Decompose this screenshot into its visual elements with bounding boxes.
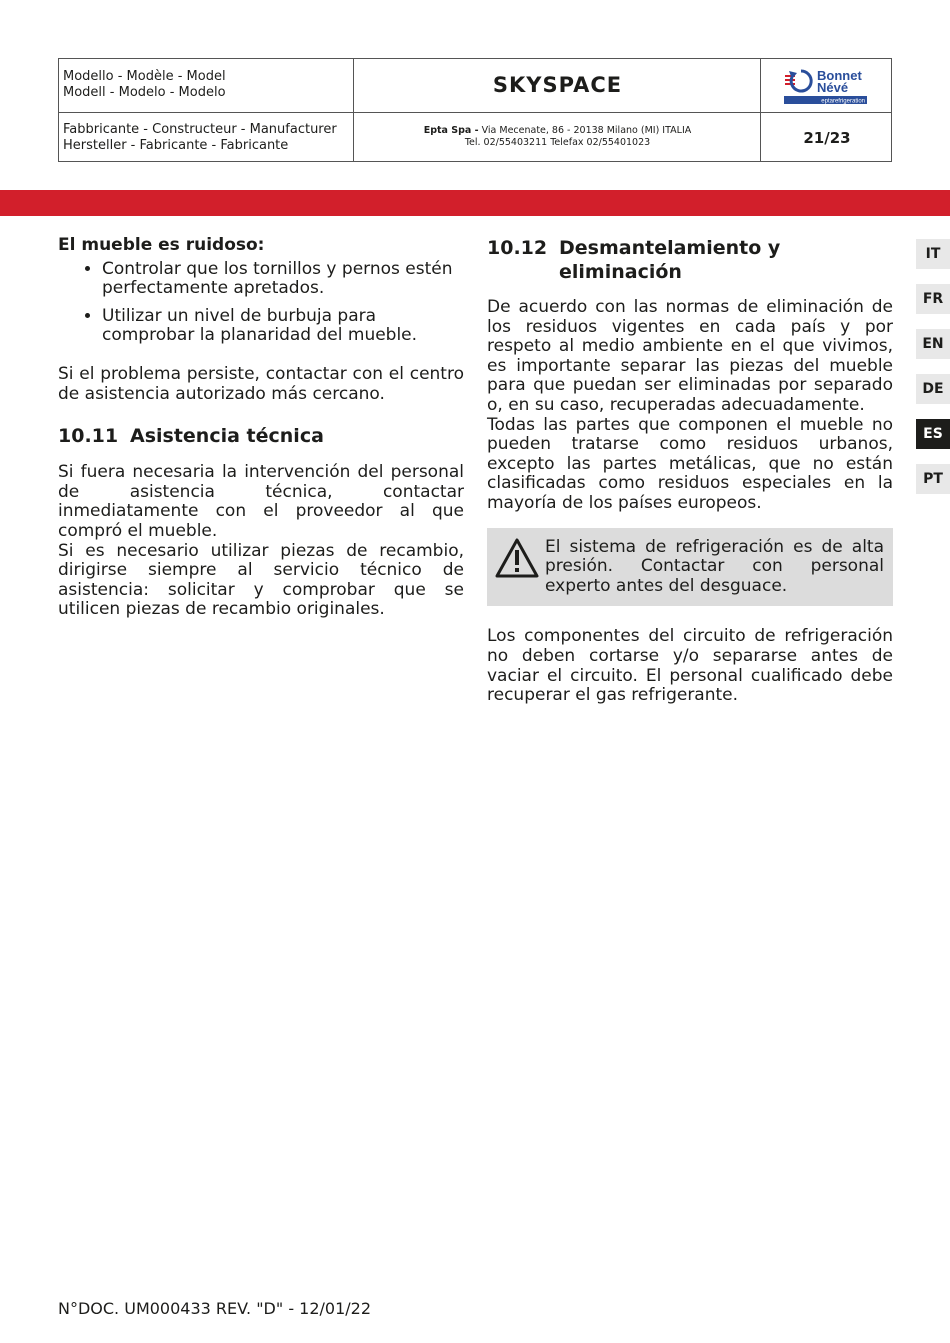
- paragraph: Los componentes del circuito de refrigeración no deben cortarse y/o separarse antes de vaciar el circuito. El personal cualificado debe recuperar el gas refrigerante.: [487, 626, 893, 706]
- company-name: Epta Spa -: [423, 125, 479, 136]
- company-phone: Tel. 02/55403211 Telefax 02/55401023: [464, 137, 651, 148]
- logo-text: Névé: [817, 80, 849, 95]
- language-tab-de[interactable]: DE: [916, 374, 950, 404]
- company-address: Via Mecenate, 86 - 20138 Milano (MI) ITALIA: [478, 125, 692, 136]
- logo-tagline: eptarefrigeration: [821, 98, 865, 105]
- warning-triangle-icon: [495, 538, 539, 578]
- section-title: Asistencia técnica: [130, 425, 324, 448]
- section-number: 10.12: [487, 237, 548, 259]
- manufacturer-label-line: Fabbricante - Constructeur - Manufacturer: [63, 122, 337, 137]
- noisy-heading: El mueble es ruidoso:: [58, 235, 265, 255]
- manufacturer-label-line: Hersteller - Fabricante - Fabricante: [63, 138, 289, 153]
- language-tab-pt[interactable]: PT: [916, 464, 950, 494]
- language-tab-fr[interactable]: FR: [916, 284, 950, 314]
- manufacturer-label: [63, 122, 337, 154]
- page-number: 21/23: [803, 129, 851, 147]
- paragraph: Si fuera necesaria la intervención del personal de asistencia técnica, contactar inmediatamente con el proveedor al que compró el mueble.: [58, 462, 464, 541]
- paragraph: Si es necesario utilizar piezas de recambio, dirigirse siempre al servicio técnico de asistencia: solicitar y comprobar que se utilicen piezas de recambio originales.: [58, 540, 464, 620]
- company-logo: [761, 59, 893, 112]
- divider: [59, 112, 891, 113]
- left-column: [58, 236, 464, 620]
- list-item: • Utilizar un nivel de burbuja para comprobar la planaridad del mueble.: [102, 307, 464, 346]
- paragraph: Todas las partes que componen el mueble no pueden tratarse como residuos urbanos, excepto las partes metálicas, que no están clasificadas como residuos especiales en la mayoría de los países europeos.: [487, 414, 893, 513]
- model-title: SKYSPACE: [492, 73, 623, 97]
- manufacturer-address: [354, 125, 761, 149]
- bonnet-neve-logo: [761, 59, 893, 112]
- section-heading: [58, 424, 464, 448]
- model-label-line: Modello - Modèle - Model: [63, 69, 226, 84]
- section-number: 10.11: [58, 425, 119, 448]
- accent-bar: [0, 190, 950, 216]
- language-tab-en[interactable]: EN: [916, 329, 950, 359]
- warning-text: El sistema de refrigeración es de alta presión. Contactar con personal experto antes del desguace.: [545, 536, 884, 596]
- document-header: [58, 58, 892, 162]
- section-title: Desmantelamiento y eliminación: [559, 237, 781, 283]
- model-label-line: Modell - Modelo - Modelo: [63, 85, 226, 100]
- troubleshoot-list: [58, 260, 464, 346]
- warning-box: [487, 528, 893, 607]
- language-tab-it[interactable]: IT: [916, 239, 950, 269]
- persist-text: Si el problema persiste, contactar con el centro de asistencia autorizado más cercano.: [58, 363, 464, 404]
- document-number: N°DOC. UM000433 REV. "D" - 12/01/22: [58, 1299, 372, 1318]
- section-heading: [487, 236, 893, 284]
- right-column: [487, 236, 893, 706]
- paragraph: De acuerdo con las normas de eliminación de los residuos vigentes en cada país y por respeto al medio ambiente en el que vivimos, es importante separar las piezas del mueble para que puedan ser eliminadas por separado o, en su caso, recuperadas adecuadamente.: [487, 297, 893, 415]
- list-item: • Controlar que los tornillos y pernos estén perfectamente apretados.: [102, 260, 464, 299]
- model-label: [63, 69, 226, 101]
- logo-text: Bonnet: [817, 68, 862, 83]
- language-tab-es[interactable]: ES: [916, 419, 950, 449]
